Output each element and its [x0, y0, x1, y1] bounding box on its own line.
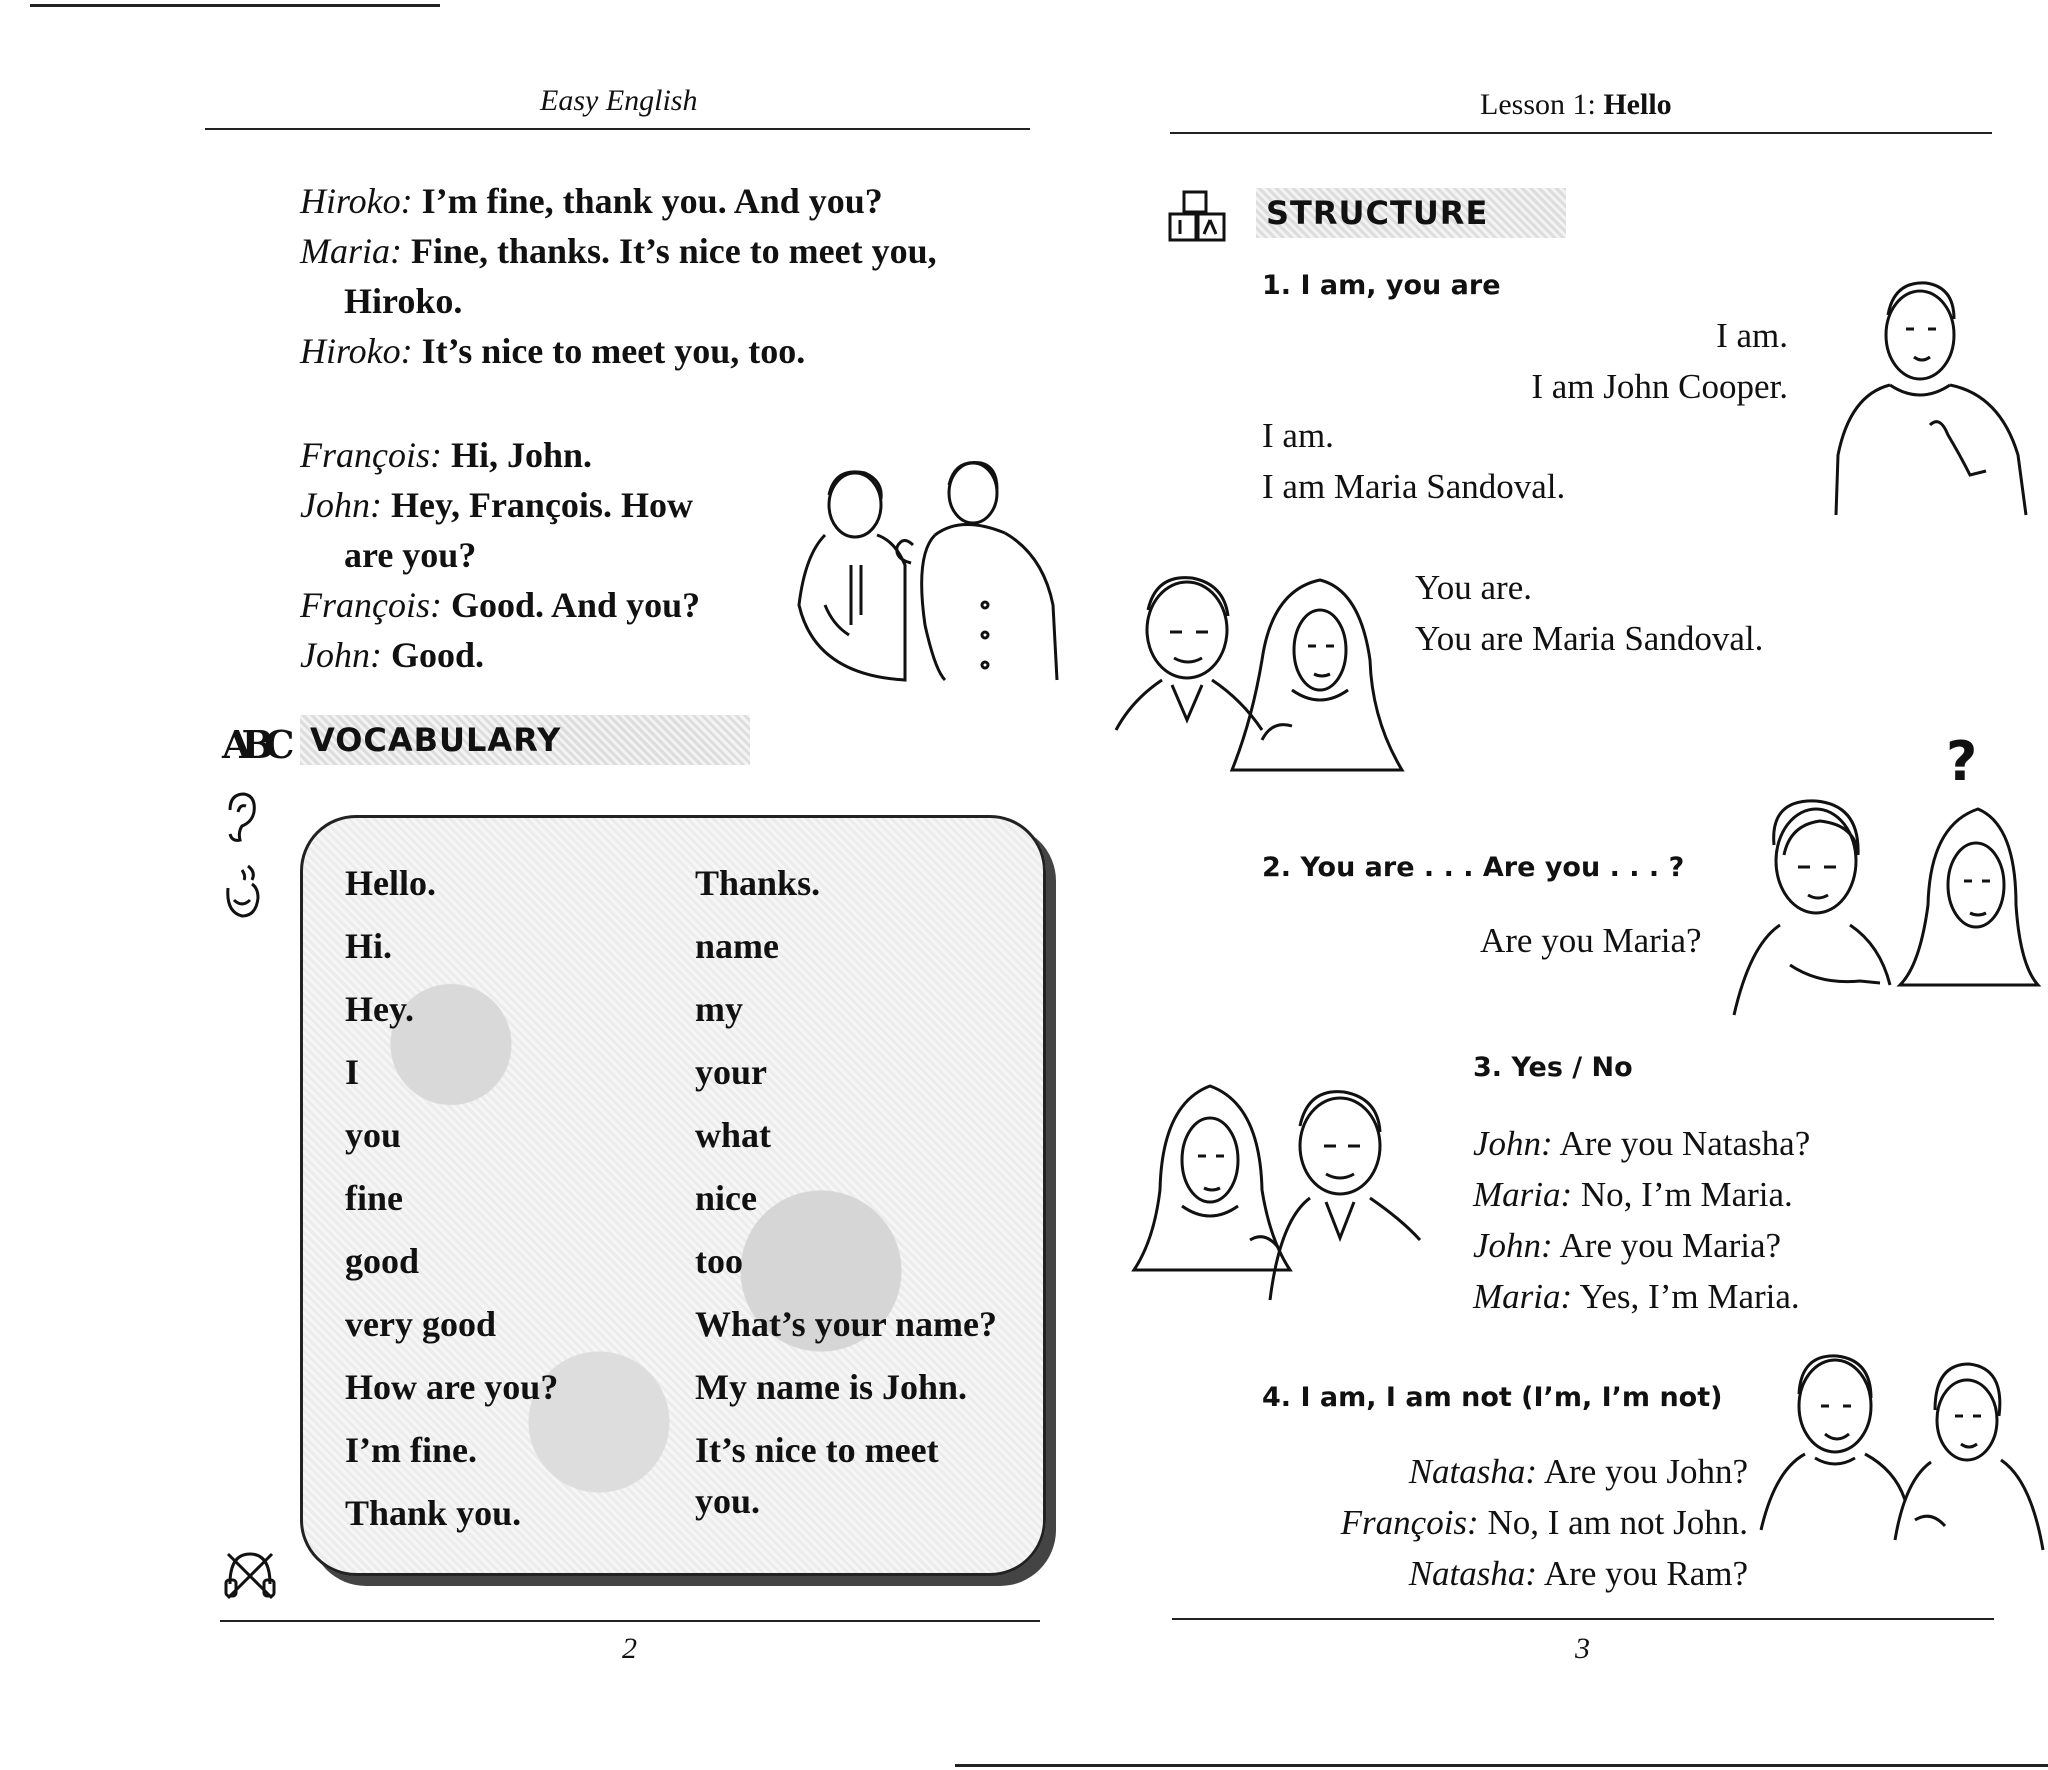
ear-icon	[222, 792, 258, 844]
structure-title: STRUCTURE	[1256, 188, 1566, 238]
structure-3-title: 3. Yes / No	[1473, 1052, 1633, 1083]
vocab-word: my	[695, 989, 743, 1029]
vocab-word: Hello.	[345, 863, 436, 903]
vocab-word: Thanks.	[695, 863, 821, 903]
vocab-word: I’m fine.	[345, 1430, 477, 1470]
vocab-word: too	[695, 1241, 743, 1281]
structure-1-title: 1. I am, you are	[1262, 270, 1501, 301]
dialogue-line: François: Good. And you?	[300, 585, 701, 625]
dialogue-line: Natasha: Are you John?	[1408, 1452, 1748, 1491]
dialogue-francois-john	[300, 430, 700, 680]
dialogue-line: Hiroko: It’s nice to meet you, too.	[300, 331, 806, 371]
scan-edge-bottom	[955, 1764, 2048, 1767]
vocabulary-box	[300, 815, 1046, 1576]
dialogue-line: John: Good.	[300, 635, 484, 675]
dialogue-line: François: Hi, John.	[300, 435, 593, 475]
blocks-icon	[1166, 188, 1230, 244]
left-header-rule	[205, 128, 1030, 130]
right-page-number: 3	[1575, 1632, 1590, 1665]
vocab-word: What’s your name?	[695, 1304, 998, 1344]
dialogue-line-continued: Hiroko.	[344, 281, 463, 321]
man-and-woman-talking-illustration	[1755, 1350, 2045, 1560]
structure-2-title: 2. You are . . . Are you . . . ?	[1262, 852, 1685, 883]
speaking-face-icon	[222, 862, 262, 920]
structure-1-lines-right: I am. I am John Cooper.	[1531, 316, 1788, 406]
vocab-word: It’s nice to meet	[695, 1430, 939, 1470]
vocab-word: name	[695, 926, 779, 966]
vocab-word: Thank you.	[345, 1493, 522, 1533]
right-footer-rule	[1172, 1618, 1994, 1620]
vocab-word: very good	[345, 1304, 496, 1344]
vocab-column-2	[695, 852, 997, 1533]
dialogue-line: John: Hey, François. How	[300, 485, 693, 525]
left-footer-rule	[220, 1620, 1040, 1622]
structure-2-line: Are you Maria?	[1480, 921, 1702, 960]
vocabulary-title: VOCABULARY	[300, 715, 750, 765]
dialogue-line: Maria: Fine, thanks. It’s nice to meet you,	[300, 231, 937, 271]
woman-and-man-illustration	[1130, 1080, 1430, 1310]
vocab-word: what	[695, 1115, 772, 1155]
left-page-header: Easy English	[540, 84, 698, 117]
structure-1-lines-left: I am. I am Maria Sandoval.	[1262, 416, 1566, 506]
man-pointing-self-illustration	[1830, 275, 2030, 515]
dialogue-line: John: Are you Maria?	[1473, 1226, 1782, 1265]
vocab-word: fine	[345, 1178, 403, 1218]
vocab-word: How are you?	[345, 1367, 559, 1407]
vocab-word: good	[345, 1241, 420, 1281]
two-women-question-illustration	[1720, 795, 2040, 1045]
dialogue-line: Natasha: Are you Ram?	[1408, 1554, 1748, 1593]
vocab-word: My name is John.	[695, 1367, 968, 1407]
vocab-word: I	[345, 1052, 360, 1092]
scan-edge-top	[30, 4, 440, 7]
vocab-word: your	[695, 1052, 767, 1092]
vocab-word: you.	[695, 1481, 761, 1521]
dialogue-line: Maria: No, I’m Maria.	[1473, 1175, 1793, 1214]
dialogue-line: Hiroko: I’m fine, thank you. And you?	[300, 181, 883, 221]
vocab-column-1	[345, 852, 558, 1545]
structure-1-you-lines: You are. You are Maria Sandoval.	[1415, 568, 1764, 658]
question-mark: ?	[1946, 730, 1978, 793]
vocab-word: nice	[695, 1178, 757, 1218]
right-page-header: Lesson 1: Hello	[1480, 88, 1672, 121]
dialogue-line: François: No, I am not John.	[1340, 1503, 1748, 1542]
structure-4-dialogue	[1200, 1446, 1748, 1599]
structure-3-dialogue	[1473, 1118, 1810, 1322]
dialogue-hiroko-maria	[300, 176, 937, 376]
left-page-number: 2	[622, 1632, 637, 1665]
vocab-word: Hi.	[345, 926, 393, 966]
no-headphones-icon	[222, 1548, 278, 1602]
vocab-word: Hey.	[345, 989, 414, 1029]
dialogue-line: John: Are you Natasha?	[1473, 1124, 1811, 1163]
right-header-rule	[1170, 132, 1992, 134]
dialogue-line-continued: are you?	[344, 535, 477, 575]
vocab-word: you	[345, 1115, 402, 1155]
two-men-greeting-illustration	[785, 455, 1065, 685]
man-and-woman-illustration	[1112, 570, 1412, 785]
abc-icon: ABC	[222, 722, 285, 767]
dialogue-line: Maria: Yes, I’m Maria.	[1473, 1277, 1800, 1316]
structure-4-title: 4. I am, I am not (I’m, I’m not)	[1262, 1382, 1723, 1413]
